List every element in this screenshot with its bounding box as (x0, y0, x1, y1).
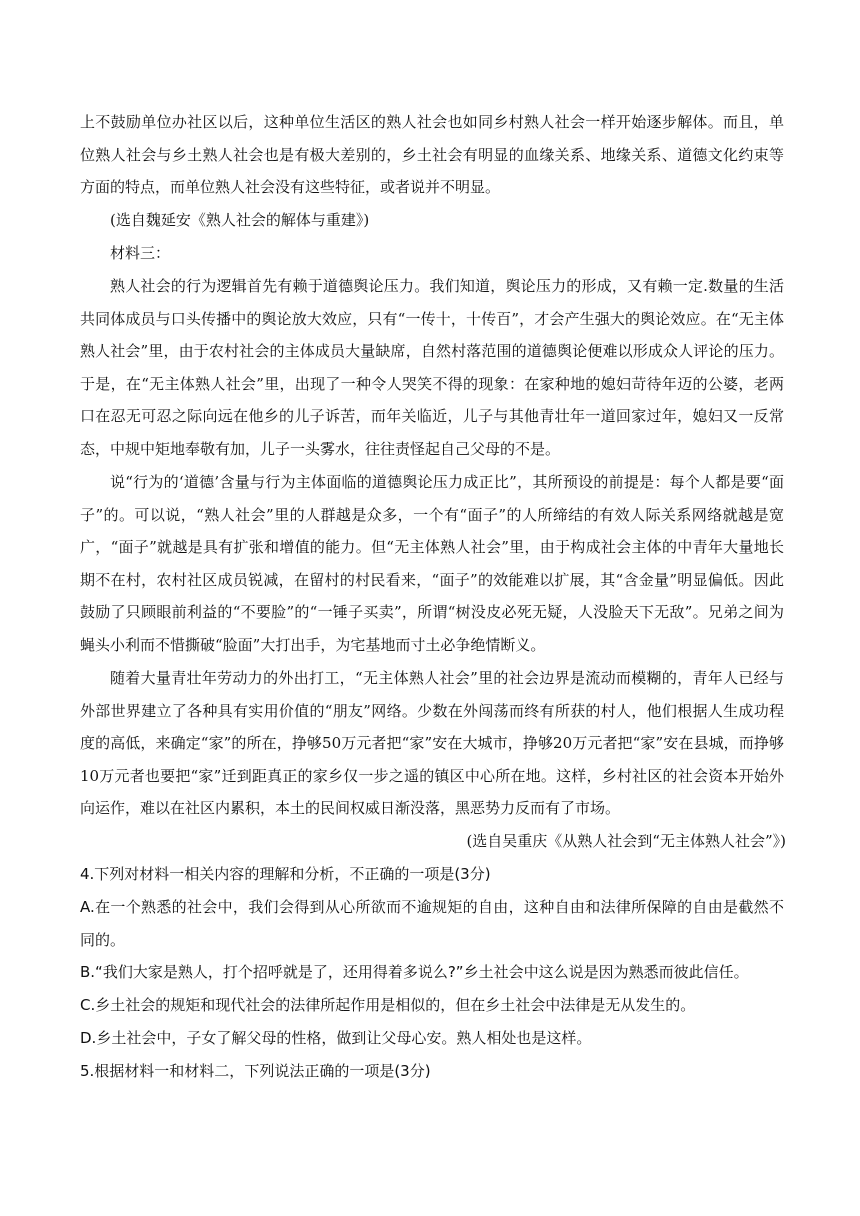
material3-heading: 材料三： (110, 244, 171, 262)
material3-paragraph-1: 熟人社会的行为逻辑首先有赖于道德舆论压力。我们知道，舆论压力的形成，又有赖一定.数量的生活共同体成员与口头传播中的舆论放大效应，只有“一传十，十传百”，才会产生强大的舆论效应。在“无主体熟人社会”里，由于农村社会的主体成员大量缺席，自然村落范围的道德舆论便难以形成众人评论的压力。于是，在“无主体熟人社会”里，出现了一种令人哭笑不得的现象：在家种地的媳妇苛待年迈的公婆，老两口在忍无可忍之际向远在他乡的儿子诉苦，而年关临近，儿子与其他青壮年一道回家过年，媳妇又一反常态，中规中矩地奉敬有加，儿子一头雾水，往往责怪起自己父母的不是。 (80, 277, 784, 458)
question-4-stem: 4.下列对材料一相关内容的理解和分析，不正确的一项是(3分) (80, 865, 491, 883)
material3-paragraph-3: 随着大量青壮年劳动力的外出打工，“无主体熟人社会”里的社会边界是流动而模糊的，青年人已经与外部世界建立了各种具有实用价值的“朋友”网络。少数在外闯荡而终有所获的村人，他们根据人生成功程度的高低，来确定“家”的所在，挣够50万元者把“家”安在大城市，挣够20万元者把“家”安在县城，而挣够10万元者也要把“家”迁到距真正的家乡仅一步之遥的镇区中心所在地。这样，乡村社区的社会资本开始外向运作，难以在社区内累积，本土的民间权威日渐没落，黑恶势力反而有了市场。 (80, 669, 784, 818)
question-4-option-c: C.乡土社会的规矩和现代社会的法律所起作用是相似的，但在乡土社会中法律是无从发生的。 (80, 996, 696, 1014)
material3-source: (选自吴重庆《从熟人社会到“无主体熟人社会”》) (466, 832, 786, 850)
question-5-stem: 5.根据材料一和材料二，下列说法正确的一项是(3分) (80, 1062, 431, 1080)
material2-tail-paragraph: 上不鼓励单位办社区以后，这种单位生活区的熟人社会也如同乡村熟人社会一样开始逐步解体。而且，单位熟人社会与乡土熟人社会也是有极大差别的，乡土社会有明显的血缘关系、地缘关系、道德文化约束等方面的特点，而单位熟人社会没有这些特征，或者说并不明显。 (80, 113, 784, 197)
question-4-option-d: D.乡土社会中，子女了解父母的性格，做到让父母心安。熟人相处也是这样。 (80, 1029, 592, 1047)
material2-source: (选自魏延安《熟人社会的解体与重建》) (110, 211, 370, 229)
material3-paragraph-2: 说“行为的‘道德’含量与行为主体面临的道德舆论压力成正比”，其所预设的前提是：每个人都是要“面子”的。可以说，“熟人社会”里的人群越是众多，一个有“面子”的人所缔结的有效人际关系网络就越是宽广，“面子”就越是具有扩张和增值的能力。但“无主体熟人社会”里，由于构成社会主体的中青年大量地长期不在村，农村社区成员锐减，在留村的村民看来，“面子”的效能难以扩展，其“含金量”明显偏低。因此鼓励了只顾眼前利益的“不要脸”的“一锤子买卖”，所谓“树没皮必死无疑，人没脸天下无敌”。兄弟之间为蝇头小利而不惜撕破“脸面”大打出手，为宅基地而寸土必争绝情断义。 (80, 473, 784, 654)
question-4-option-b: B.“我们大家是熟人，打个招呼就是了，还用得着多说么?”乡土社会中这么说是因为熟悉而彼此信任。 (80, 963, 749, 981)
question-4-option-a: A.在一个熟悉的社会中，我们会得到从心所欲而不逾规矩的自由，这种自由和法律所保障的自由是截然不同的。 (80, 898, 784, 949)
